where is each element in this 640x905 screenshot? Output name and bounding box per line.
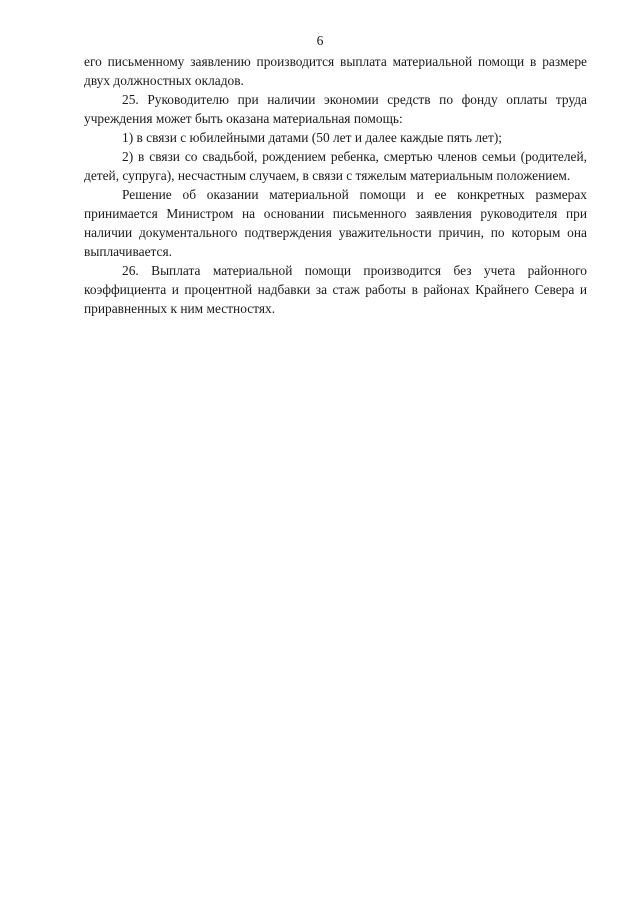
document-body [84,52,587,318]
paragraph-subitem-1: 1) в связи с юбилейными датами (50 лет и далее каждые пять лет); [122,130,503,145]
paragraph-item-26: 26. Выплата материальной помощи производится без учета районного коэффициента и процентной надбавки за стаж работы в районах Крайнего Севера и приравненных к ним местностях. [84,263,587,316]
paragraph-continuation: его письменному заявлению производится выплата материальной помощи в размере двух должностных окладов. [84,54,587,88]
paragraph-subitem-2: 2) в связи со свадьбой, рождением ребенка, смертью членов семьи (родителей, детей, супруга), несчастным случаем, в связи с тяжелым материальным положением. [84,149,587,183]
paragraph-item-25: 25. Руководителю при наличии экономии средств по фонду оплаты труда учреждения может быть оказана материальная помощь: [84,92,587,126]
page-number: 6 [316,33,324,48]
paragraph-decision: Решение об оказании материальной помощи и ее конкретных размерах принимается Министром на основании письменного заявления руководителя при наличии документального подтверждения уважительности причин, по которым она выплачивается. [84,187,587,259]
